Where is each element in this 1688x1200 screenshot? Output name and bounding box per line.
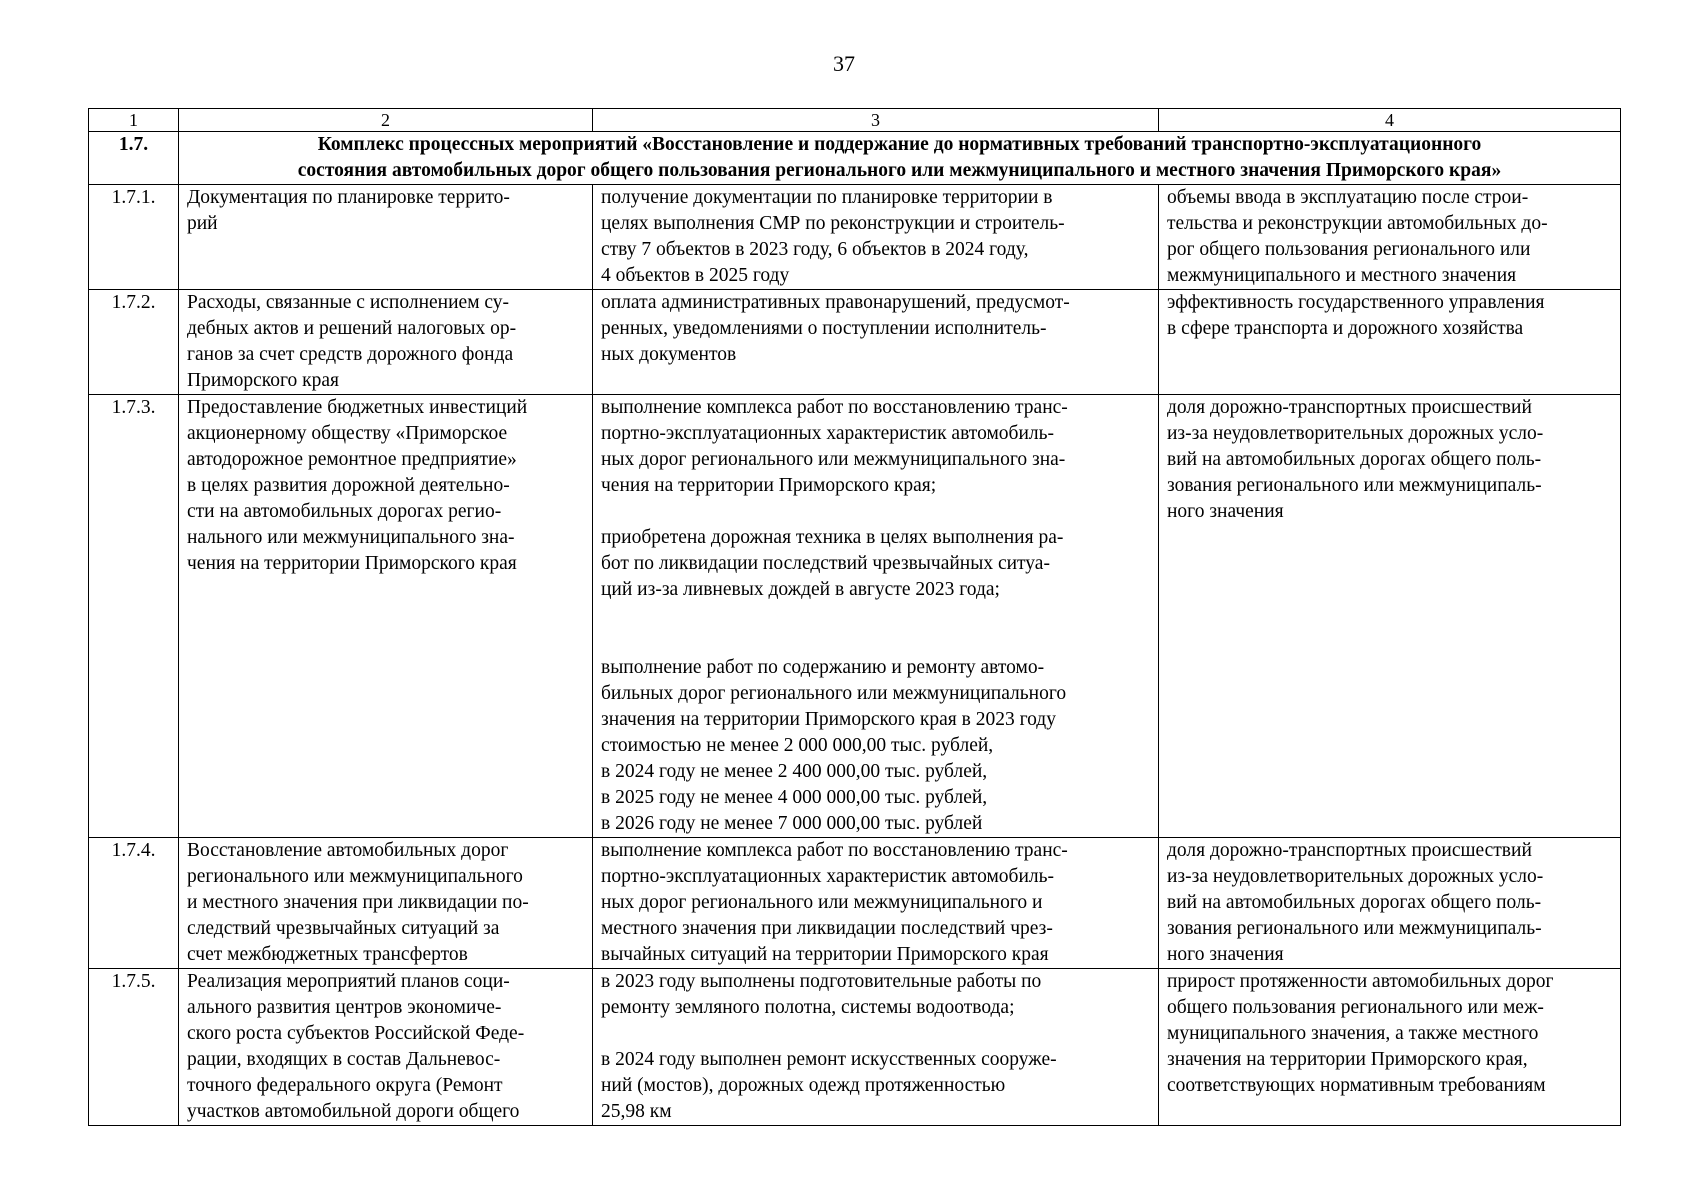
activity-name-line: счет межбюджетных трансфертов (187, 944, 468, 965)
activity-result-line: местного значения при ликвидации последствий чрез- (601, 918, 1053, 939)
indicator-line: межмуниципального и местного значения (1167, 265, 1517, 286)
activity-name-line: автодорожное ремонтное предприятие» (187, 449, 517, 470)
activity-result-line: 4 объектов в 2025 году (601, 265, 790, 286)
activity-name-line: регионального или межмуниципального (187, 866, 523, 887)
activity-result-line: чения на территории Приморского края; (601, 475, 937, 496)
activity-name-line: Реализация мероприятий планов соци- (187, 971, 510, 992)
activity-result-line: ных дорог регионального или межмуниципального зна- (601, 449, 1066, 470)
activity-name-line: Восстановление автомобильных дорог (187, 840, 509, 861)
activity-result-line: ренных, уведомлениями о поступлении исполнитель- (601, 318, 1047, 339)
table-row (89, 185, 1621, 290)
activity-result-line: ству 7 объектов в 2023 году, 6 объектов в 2024 году, (601, 239, 1029, 260)
row-number: 1.7.1. (89, 185, 179, 290)
activity-result-line: ремонту земляного полотна, системы водоотвода; (601, 997, 1015, 1018)
activity-name (179, 290, 593, 395)
indicator-line: зования регионального или межмуниципаль- (1167, 918, 1542, 939)
indicator-line: доля дорожно-транспортных происшествий (1167, 840, 1532, 861)
indicator-line: значения на территории Приморского края, (1167, 1049, 1528, 1070)
activity-name-line: рации, входящих в состав Дальневос- (187, 1049, 501, 1070)
activity-result-line: в 2024 году выполнен ремонт искусственных сооруже- (601, 1049, 1057, 1070)
activity-name-line: ского роста субъектов Российской Феде- (187, 1023, 525, 1044)
table-row (89, 290, 1621, 395)
activity-name-line: дебных актов и решений налоговых ор- (187, 318, 517, 339)
indicator-line: рог общего пользования регионального или (1167, 239, 1531, 260)
activity-result-line: значения на территории Приморского края в 2023 году (601, 709, 1056, 730)
page-number: 37 (833, 51, 855, 76)
indicator (1159, 838, 1621, 969)
activity-name (179, 395, 593, 838)
column-number: 3 (593, 109, 1159, 132)
indicator (1159, 395, 1621, 838)
paragraph-gap (601, 499, 1150, 525)
activity-result-line: бильных дорог регионального или межмуниципального (601, 683, 1067, 704)
table-row (89, 969, 1621, 1126)
indicator-line: соответствующих нормативным требованиям (1167, 1075, 1546, 1096)
indicator-line: вий на автомобильных дорогах общего поль- (1167, 449, 1542, 470)
indicator-line: в сфере транспорта и дорожного хозяйства (1167, 318, 1524, 339)
indicator-line: зования регионального или межмуниципаль- (1167, 475, 1542, 496)
activity-result-line: получение документации по планировке территории в (601, 187, 1053, 208)
activity-name-line: ганов за счет средств дорожного фонда (187, 344, 514, 365)
indicator-line: эффективность государственного управления (1167, 292, 1545, 313)
row-number: 1.7.2. (89, 290, 179, 395)
activity-result-line: стоимостью не менее 2 000 000,00 тыс. рублей, (601, 735, 994, 756)
activity-name-line: рий (187, 213, 218, 234)
activity-result-line: портно-эксплуатационных характеристик автомобиль- (601, 423, 1055, 444)
activity-name-line: чения на территории Приморского края (187, 553, 517, 574)
paragraph-gap (601, 603, 1150, 629)
indicator (1159, 290, 1621, 395)
activity-result-line (601, 629, 1150, 655)
activity-name-line: и местного значения при ликвидации по- (187, 892, 529, 913)
table-row (89, 395, 1621, 838)
activity-name-line: сти на автомобильных дорогах регио- (187, 501, 502, 522)
activity-name-line: следствий чрезвычайных ситуаций за (187, 918, 500, 939)
section-title-line: состояния автомобильных дорог общего пользования регионального или межмуниципального и местного значения Приморского края» (297, 160, 1502, 181)
indicator-line: из-за неудовлетворительных дорожных усло- (1167, 866, 1544, 887)
activity-name-line: Расходы, связанные с исполнением су- (187, 292, 510, 313)
column-number: 4 (1159, 109, 1621, 132)
activity-name (179, 838, 593, 969)
activity-name-line: в целях развития дорожной деятельно- (187, 475, 510, 496)
activities-table (88, 108, 1621, 1126)
activity-result-line: в 2024 году не менее 2 400 000,00 тыс. рублей, (601, 761, 988, 782)
activity-name-line: нального или межмуниципального зна- (187, 527, 515, 548)
activity-result-line: выполнение комплекса работ по восстановлению транс- (601, 397, 1068, 418)
activity-result (593, 838, 1159, 969)
activity-result (593, 969, 1159, 1126)
row-number: 1.7.5. (89, 969, 179, 1126)
activity-result-line: ных документов (601, 344, 737, 365)
activity-result-line: 25,98 км (601, 1101, 672, 1122)
section-title (179, 132, 1621, 185)
activity-result-line: в 2026 году не менее 7 000 000,00 тыс. рублей (601, 813, 983, 834)
activity-result-line: вычайных ситуаций на территории Приморского края (601, 944, 1049, 965)
activity-name-line: Приморского края (187, 370, 339, 391)
activity-result (593, 395, 1159, 838)
activity-name-line: участков автомобильной дороги общего (187, 1101, 520, 1122)
indicator-line: ного значения (1167, 501, 1284, 522)
activity-name (179, 185, 593, 290)
activity-result-line: в 2025 году не менее 4 000 000,00 тыс. рублей, (601, 787, 988, 808)
row-number: 1.7.4. (89, 838, 179, 969)
activity-name-line: Предоставление бюджетных инвестиций (187, 397, 528, 418)
activity-result-line: в 2023 году выполнены подготовительные работы по (601, 971, 1042, 992)
indicator (1159, 969, 1621, 1126)
section-title-line: Комплекс процессных мероприятий «Восстановление и поддержание до нормативных требований транспортно-эксплуатационного (317, 134, 1482, 155)
activity-result-line: ций из-за ливневых дождей в августе 2023 года; (601, 579, 1000, 600)
indicator (1159, 185, 1621, 290)
indicator-line: ного значения (1167, 944, 1284, 965)
activity-result-line: ных дорог регионального или межмуниципального и (601, 892, 1043, 913)
column-number: 2 (179, 109, 593, 132)
indicator-line: тельства и реконструкции автомобильных до- (1167, 213, 1548, 234)
activity-result-line: приобретена дорожная техника в целях выполнения ра- (601, 527, 1064, 548)
activity-result-line: бот по ликвидации последствий чрезвычайных ситуа- (601, 553, 1050, 574)
activity-result (593, 185, 1159, 290)
activity-result-line: целях выполнения СМР по реконструкции и строитель- (601, 213, 1065, 234)
activity-name-line: ального развития центров экономиче- (187, 997, 502, 1018)
activity-name-line: акционерному обществу «Приморское (187, 423, 508, 444)
activity-name (179, 969, 593, 1126)
indicator-line: муниципального значения, а также местного (1167, 1023, 1539, 1044)
activity-name-line: Документация по планировке террито- (187, 187, 510, 208)
activity-result-line: портно-эксплуатационных характеристик автомобиль- (601, 866, 1055, 887)
activity-result-line: выполнение работ по содержанию и ремонту автомо- (601, 657, 1045, 678)
indicator-line: доля дорожно-транспортных происшествий (1167, 397, 1532, 418)
section-number: 1.7. (89, 132, 179, 185)
activity-name-line: точного федерального округа (Ремонт (187, 1075, 503, 1096)
activity-result-line: выполнение комплекса работ по восстановлению транс- (601, 840, 1068, 861)
paragraph-gap (601, 1021, 1150, 1047)
column-numbers-row (89, 109, 1621, 132)
activity-result-line: оплата административных правонарушений, предусмот- (601, 292, 1070, 313)
row-number: 1.7.3. (89, 395, 179, 838)
column-number: 1 (89, 109, 179, 132)
indicator-line: из-за неудовлетворительных дорожных усло- (1167, 423, 1544, 444)
indicator-line: прирост протяженности автомобильных дорог (1167, 971, 1554, 992)
activity-result (593, 290, 1159, 395)
section-row (89, 132, 1621, 185)
activity-result-line: ний (мостов), дорожных одежд протяженностью (601, 1075, 1006, 1096)
indicator-line: общего пользования регионального или меж- (1167, 997, 1544, 1018)
indicator-line: вий на автомобильных дорогах общего поль- (1167, 892, 1542, 913)
table-row (89, 838, 1621, 969)
indicator-line: объемы ввода в эксплуатацию после строи- (1167, 187, 1529, 208)
